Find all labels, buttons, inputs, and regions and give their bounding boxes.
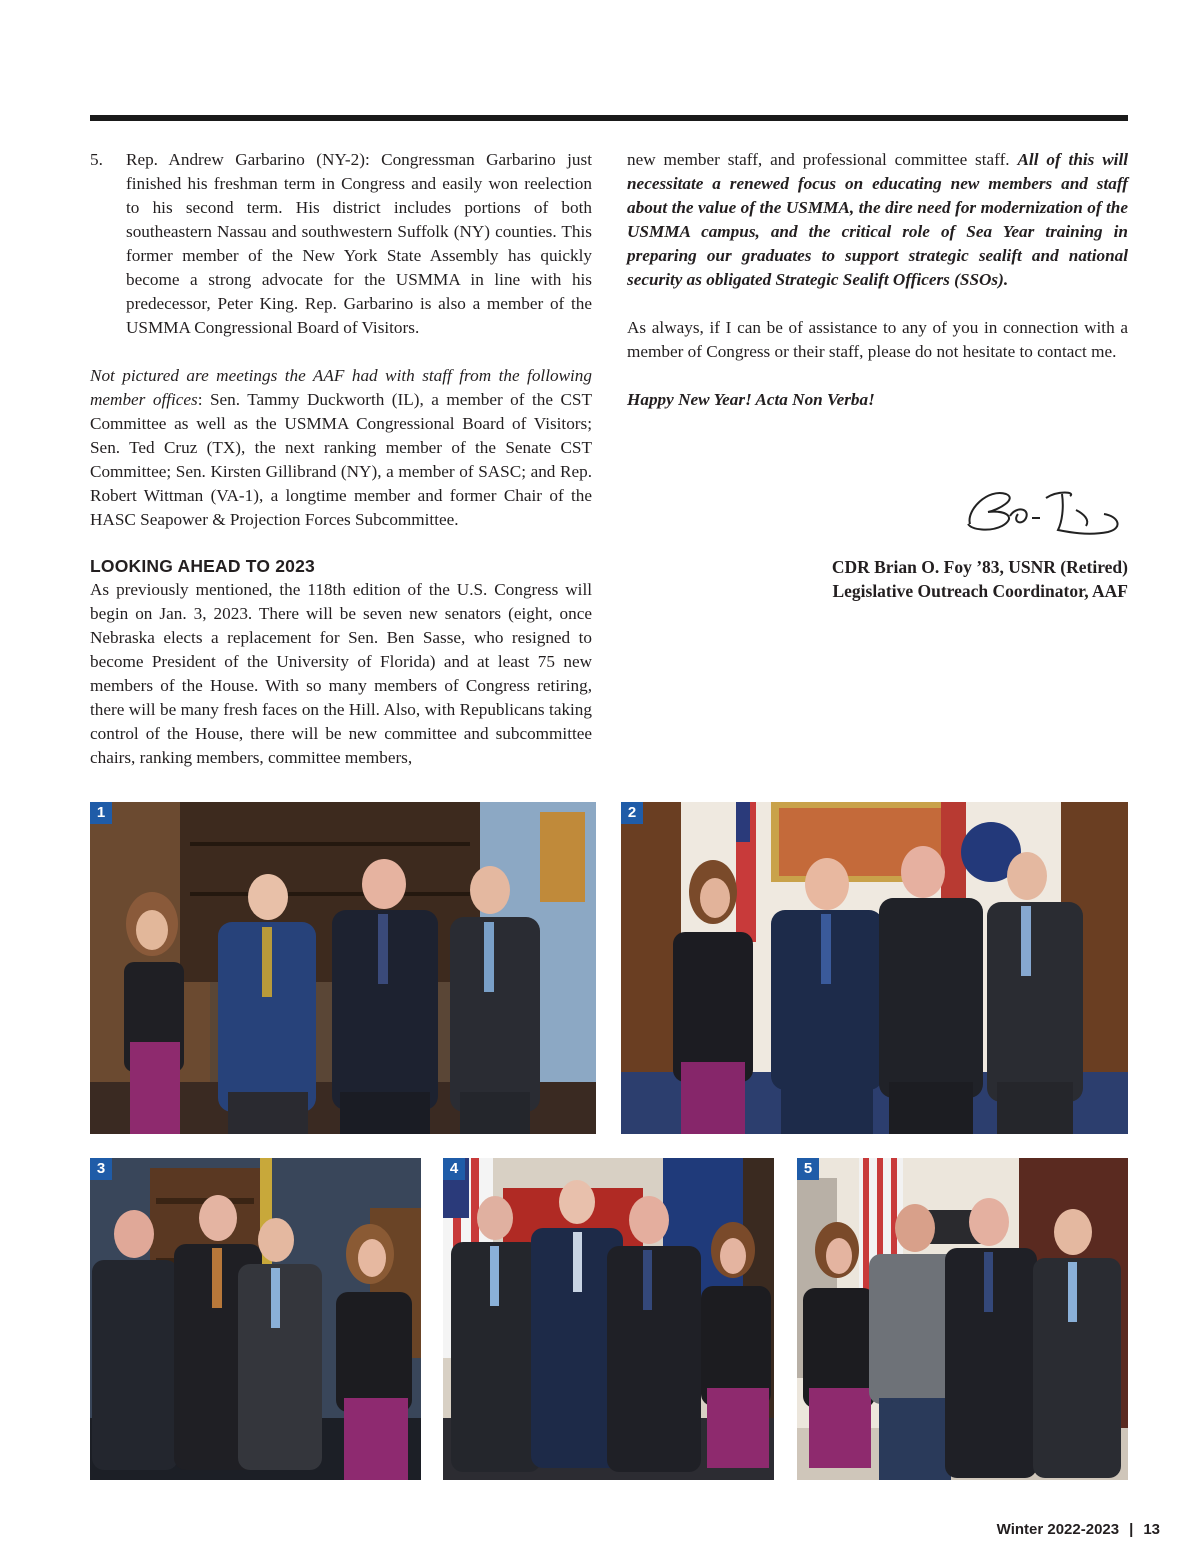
photo-badge: 1 [90,802,112,824]
top-rule [90,115,1128,121]
photo-badge: 3 [90,1158,112,1180]
not-pictured-intro: Not pictured are meetings the AAF had with staff from the following member offices [90,366,592,409]
list-item-number: 5. [90,150,103,169]
section-paragraph: As previously mentioned, the 118th edition of the U.S. Congress will begin on Jan. 3, 2023. There will be seven new senators (eight, once Nebraska elects a replacement for Sen. Ben Sasse, who resigned to become President of the University of Florida) and at least 75 new members of the House. With so many members of Congress retiring, there will be many fresh faces on the Hill. Also, with Republicans taking control of the House, there will be new committee and subcommittee chairs, ranking members, committee members, [90,580,592,767]
emphasis-text: All of this will necessitate a renewed focus on educating new members and staff about the value of the USMMA, the dire need for modernization of the USMMA campus, and the critical role of Sea Year training in preparing our graduates to support strategic sealift and national security as obligated Strategic Sealift Officers (SSOs). [627,150,1128,289]
list-item-text: Rep. Andrew Garbarino (NY-2): Congressman Garbarino just finished his freshman term in Congress and easily won reelection to his second term. His district includes portions of both southeastern Nassau and southwestern Suffolk (NY) counties. This former member of the New York State Assembly has quickly become a strong advocate for the USMMA in line with his predecessor, Peter King. Rep. Garbarino is also a member of the USMMA Congressional Board of Visitors. [126,150,592,337]
continuation-paragraph [627,148,1128,292]
photo-2 [621,802,1128,1134]
greeting: Happy New Year! Acta Non Verba! [627,390,875,409]
photo-1 [90,802,596,1134]
page-footer [997,1521,1160,1538]
closing-paragraph: As always, if I can be of assistance to any of you in connection with a member of Congress or their staff, please do not hesitate to contact me. [627,318,1128,361]
signature [958,480,1130,540]
photo-badge: 4 [443,1158,465,1180]
list-item-5 [90,148,592,340]
not-pictured-list: : Sen. Tammy Duckworth (IL), a member of the CST Committee as well as the USMMA Congressional Board of Visitors; Sen. Ted Cruz (TX), the next ranking member of the Senate CST Committee; Sen. Kirsten Gillibrand (NY), a member of SASC; and Rep. Robert Wittman (VA-1), a longtime member and former Chair of the HASC Seapower & Projection Forces Subcommittee. [90,390,592,529]
continuation-text: new member staff, and professional committee staff. [627,150,1018,169]
photo-5 [797,1158,1128,1480]
not-pictured-paragraph [90,364,592,532]
footer-separator: | [1129,1521,1134,1538]
issue-label: Winter 2022-2023 [996,1521,1120,1538]
section-heading: LOOKING AHEAD TO 2023 [90,556,315,576]
signer-name: CDR Brian O. Foy ’83, USNR (Retired) [831,557,1128,577]
right-column [627,148,1128,412]
signer-title: Legislative Outreach Coordinator, AAF [832,581,1128,601]
left-column [90,148,592,770]
page-number: 13 [1143,1521,1160,1538]
photo-badge: 5 [797,1158,819,1180]
photo-badge: 2 [621,802,643,824]
photo-3 [90,1158,421,1480]
photo-4 [443,1158,774,1480]
